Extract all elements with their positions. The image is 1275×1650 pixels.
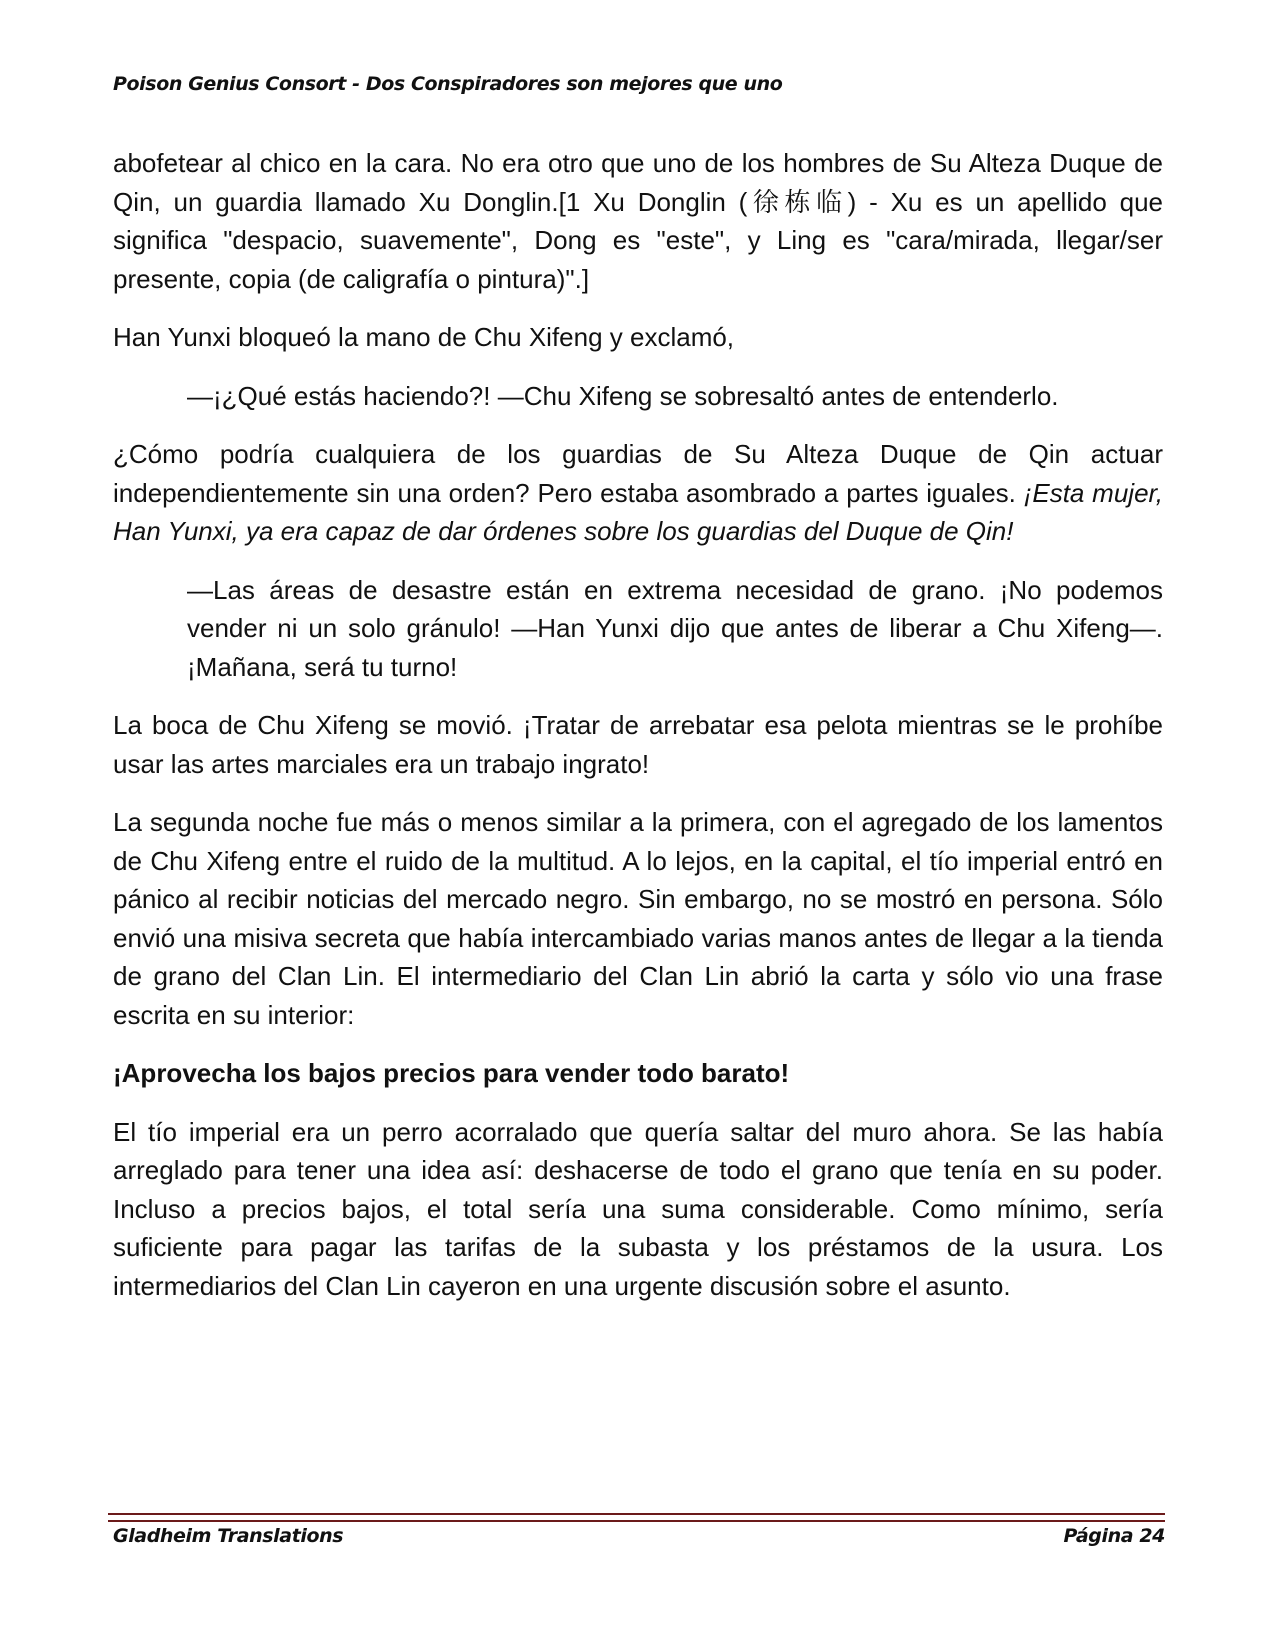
footer-divider — [108, 1513, 1165, 1522]
letter-phrase: ¡Aprovecha los bajos precios para vender todo barato! — [113, 1058, 790, 1088]
paragraph-4-text: ¿Cómo podría cualquiera de los guardias de Su Alteza Duque de Qin actuar independientemente sin una orden? Pero estaba asombrado a partes iguales. — [113, 439, 1163, 508]
document-body — [113, 144, 1163, 1325]
paragraph-4-italic-thought: ¡Esta mujer, Han Yunxi, ya era capaz de dar órdenes sobre los guardias del Duque de Qin! — [113, 477, 1163, 546]
paragraph-7: La segunda noche fue más o menos similar a la primera, con el agregado de los lamentos de Chu Xifeng entre el ruido de la multitud. A lo lejos, en la capital, el tío imperial entró en pánico al recibir noticias del mercado negro. Sin embargo, no se mostró en persona. Sólo envió una misiva secreta que había intercambiado varias manos antes de llegar a la tienda de grano del Clan Lin. El intermediario del Clan Lin abrió la carta y sólo vio una frase escrita en su interior: — [113, 807, 1163, 1030]
paragraph-2: Han Yunxi bloqueó la mano de Chu Xifeng y exclamó, — [113, 322, 735, 352]
footer-publisher: Gladheim Translations — [113, 1525, 344, 1547]
paragraph-6: La boca de Chu Xifeng se movió. ¡Tratar de arrebatar esa pelota mientras se le prohíbe usar las artes marciales era un trabajo ingrato! — [113, 710, 1163, 779]
paragraph-4 — [113, 435, 1163, 551]
dialogue-1: —¡¿Qué estás haciendo?! —Chu Xifeng se sobresaltó antes de entenderlo. — [187, 380, 1059, 411]
paragraph-9: El tío imperial era un perro acorralado que quería saltar del muro ahora. Se las había arreglado para tener una idea así: deshacerse de todo el grano que tenía en su poder. Incluso a precios bajos, el total sería una suma considerable. Como mínimo, sería suficiente para pagar las tarifas de la subasta y los préstamos de la usura. Los intermediarios del Clan Lin cayeron en una urgente discusión sobre el asunto. — [113, 1116, 1163, 1301]
running-header: Poison Genius Consort - Dos Conspiradores son mejores que uno — [113, 73, 783, 95]
dialogue-2: —Las áreas de desastre están en extrema necesidad de grano. ¡No podemos vender ni un solo gránulo! —Han Yunxi dijo que antes de liberar a Chu Xifeng—. ¡Mañana, será tu turno! — [187, 574, 1163, 682]
page-number: Página 24 — [1063, 1525, 1165, 1547]
paragraph-1: abofetear al chico en la cara. No era otro que uno de los hombres de Su Alteza Duque de Qin, un guardia llamado Xu Donglin.[1 Xu Donglin (徐栋临) - Xu es un apellido que significa "despacio, suavemente", Dong es "este", y Ling es "cara/mirada, llegar/ser presente, copia (de caligrafía o pintura)".] — [113, 148, 1163, 294]
